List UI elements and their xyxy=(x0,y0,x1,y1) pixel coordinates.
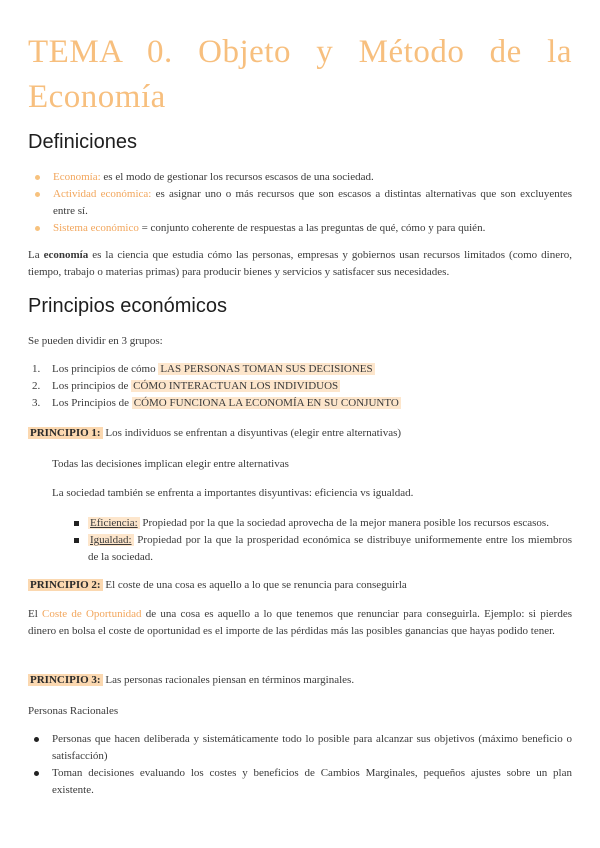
term: Sistema económico xyxy=(53,222,139,234)
highlighted-text: CÓMO FUNCIONA LA ECONOMÍA EN SU CONJUNTO xyxy=(133,397,399,409)
paragraph-text: de una cosa es aquello a lo que tenemos que renunciar para conseguirla. Ejemplo: si pierdes dinero en bolsa el coste de oportunidad es el importe de las pérdidas más las posibles ganancias que hayas podido tener. xyxy=(28,608,572,637)
bullet-text: Propiedad por la que la prosperidad económica se distribuye uniformemente entre los miembros de la sociedad. xyxy=(88,534,572,563)
list-item xyxy=(28,169,572,186)
square-bullet-icon xyxy=(74,521,79,526)
principle-label: PRINCIPIO 3: xyxy=(30,674,101,686)
list-item xyxy=(74,515,572,532)
principio-1-line2: La sociedad también se enfrenta a importantes disyuntivas: eficiencia vs igualdad. xyxy=(52,487,414,499)
definition-text: es asignar uno o más recursos que son escasos a distintas alternativas que son excluyentes entre sí. xyxy=(53,188,572,217)
personas-racionales-heading: Personas Racionales xyxy=(28,705,119,717)
bullet-dot-icon xyxy=(35,226,40,231)
term: Actividad económica: xyxy=(53,188,152,200)
item-prefix: Los Principios de xyxy=(52,397,132,409)
highlighted-text: LAS PERSONAS TOMAN SUS DECISIONES xyxy=(160,363,373,375)
square-bullet-icon xyxy=(74,538,79,543)
section-heading-principios: Principios económicos xyxy=(28,295,227,317)
page-title: TEMA 0. Objeto y Método de la Economía xyxy=(28,34,572,115)
highlighted-term: Coste de Oportunidad xyxy=(42,608,142,620)
list-item xyxy=(74,532,572,566)
item-number: 3. xyxy=(32,397,41,409)
item-prefix: Los principios de xyxy=(52,380,132,392)
principle-label: PRINCIPIO 1: xyxy=(30,427,101,439)
item-number: 2. xyxy=(32,380,41,392)
principle-text: Las personas racionales piensan en términos marginales. xyxy=(102,674,355,686)
bullet-dot-icon xyxy=(35,175,40,180)
bold-term: economía xyxy=(43,249,89,261)
definition-text: = conjunto coherente de respuestas a las preguntas de qué, cómo y para quién. xyxy=(138,222,486,234)
paragraph-prefix: El xyxy=(28,608,43,620)
list-item xyxy=(28,731,572,765)
principle-text: Los individuos se enfrentan a disyuntivas (elegir entre alternativas) xyxy=(102,427,402,439)
term: Igualdad: xyxy=(90,534,132,546)
principio-1-line1: Todas las decisiones implican elegir entre alternativas xyxy=(52,458,289,470)
principio-3 xyxy=(28,672,572,689)
bullet-text: Personas que hacen deliberada y sistemáticamente todo lo posible para alcanzar sus objetivos (máximo beneficio o satisfacción) xyxy=(52,733,572,762)
bullet-text: Propiedad por la que la sociedad aprovecha de la mejor manera posible los recursos escasos. xyxy=(139,517,549,529)
bullet-dot-icon xyxy=(34,771,39,776)
principio-3-bullets xyxy=(28,731,572,799)
item-number: 1. xyxy=(32,363,41,375)
bullet-dot-icon xyxy=(35,192,40,197)
highlighted-text: CÓMO INTERACTUAN LOS INDIVIDUOS xyxy=(133,380,339,392)
definitions-list xyxy=(28,169,572,237)
item-prefix: Los principios de cómo xyxy=(52,363,159,375)
paragraph-text: es la ciencia que estudia cómo las personas, empresas y gobiernos usan recursos limitados (como dinero, tiempo, trabajo o materias primas) para producir bienes y servicios y satisfacer sus necesidades. xyxy=(28,249,572,278)
list-item xyxy=(28,765,572,799)
principios-intro: Se pueden dividir en 3 grupos: xyxy=(28,335,163,347)
bullet-dot-icon xyxy=(34,737,39,742)
list-item xyxy=(28,361,572,378)
economia-paragraph xyxy=(28,247,572,281)
principio-1-bullets xyxy=(74,515,572,566)
principles-groups-list xyxy=(28,361,572,412)
list-item xyxy=(28,395,572,412)
coste-oportunidad-paragraph xyxy=(28,606,572,640)
section-heading-definiciones: Definiciones xyxy=(28,131,137,153)
paragraph-prefix: La xyxy=(28,249,44,261)
list-item xyxy=(28,186,572,220)
list-item xyxy=(28,378,572,395)
term: Eficiencia: xyxy=(90,517,138,529)
principio-2 xyxy=(28,577,572,594)
principio-1 xyxy=(28,425,572,442)
principle-label: PRINCIPIO 2: xyxy=(30,579,101,591)
principle-text: El coste de una cosa es aquello a lo que se renuncia para conseguirla xyxy=(102,579,407,591)
term: Economía: xyxy=(53,171,101,183)
bullet-text: Toman decisiones evaluando los costes y beneficios de Cambios Marginales, pequeños ajustes sobre un plan existente. xyxy=(52,767,572,796)
list-item xyxy=(28,220,572,237)
definition-text: es el modo de gestionar los recursos escasos de una sociedad. xyxy=(100,171,374,183)
